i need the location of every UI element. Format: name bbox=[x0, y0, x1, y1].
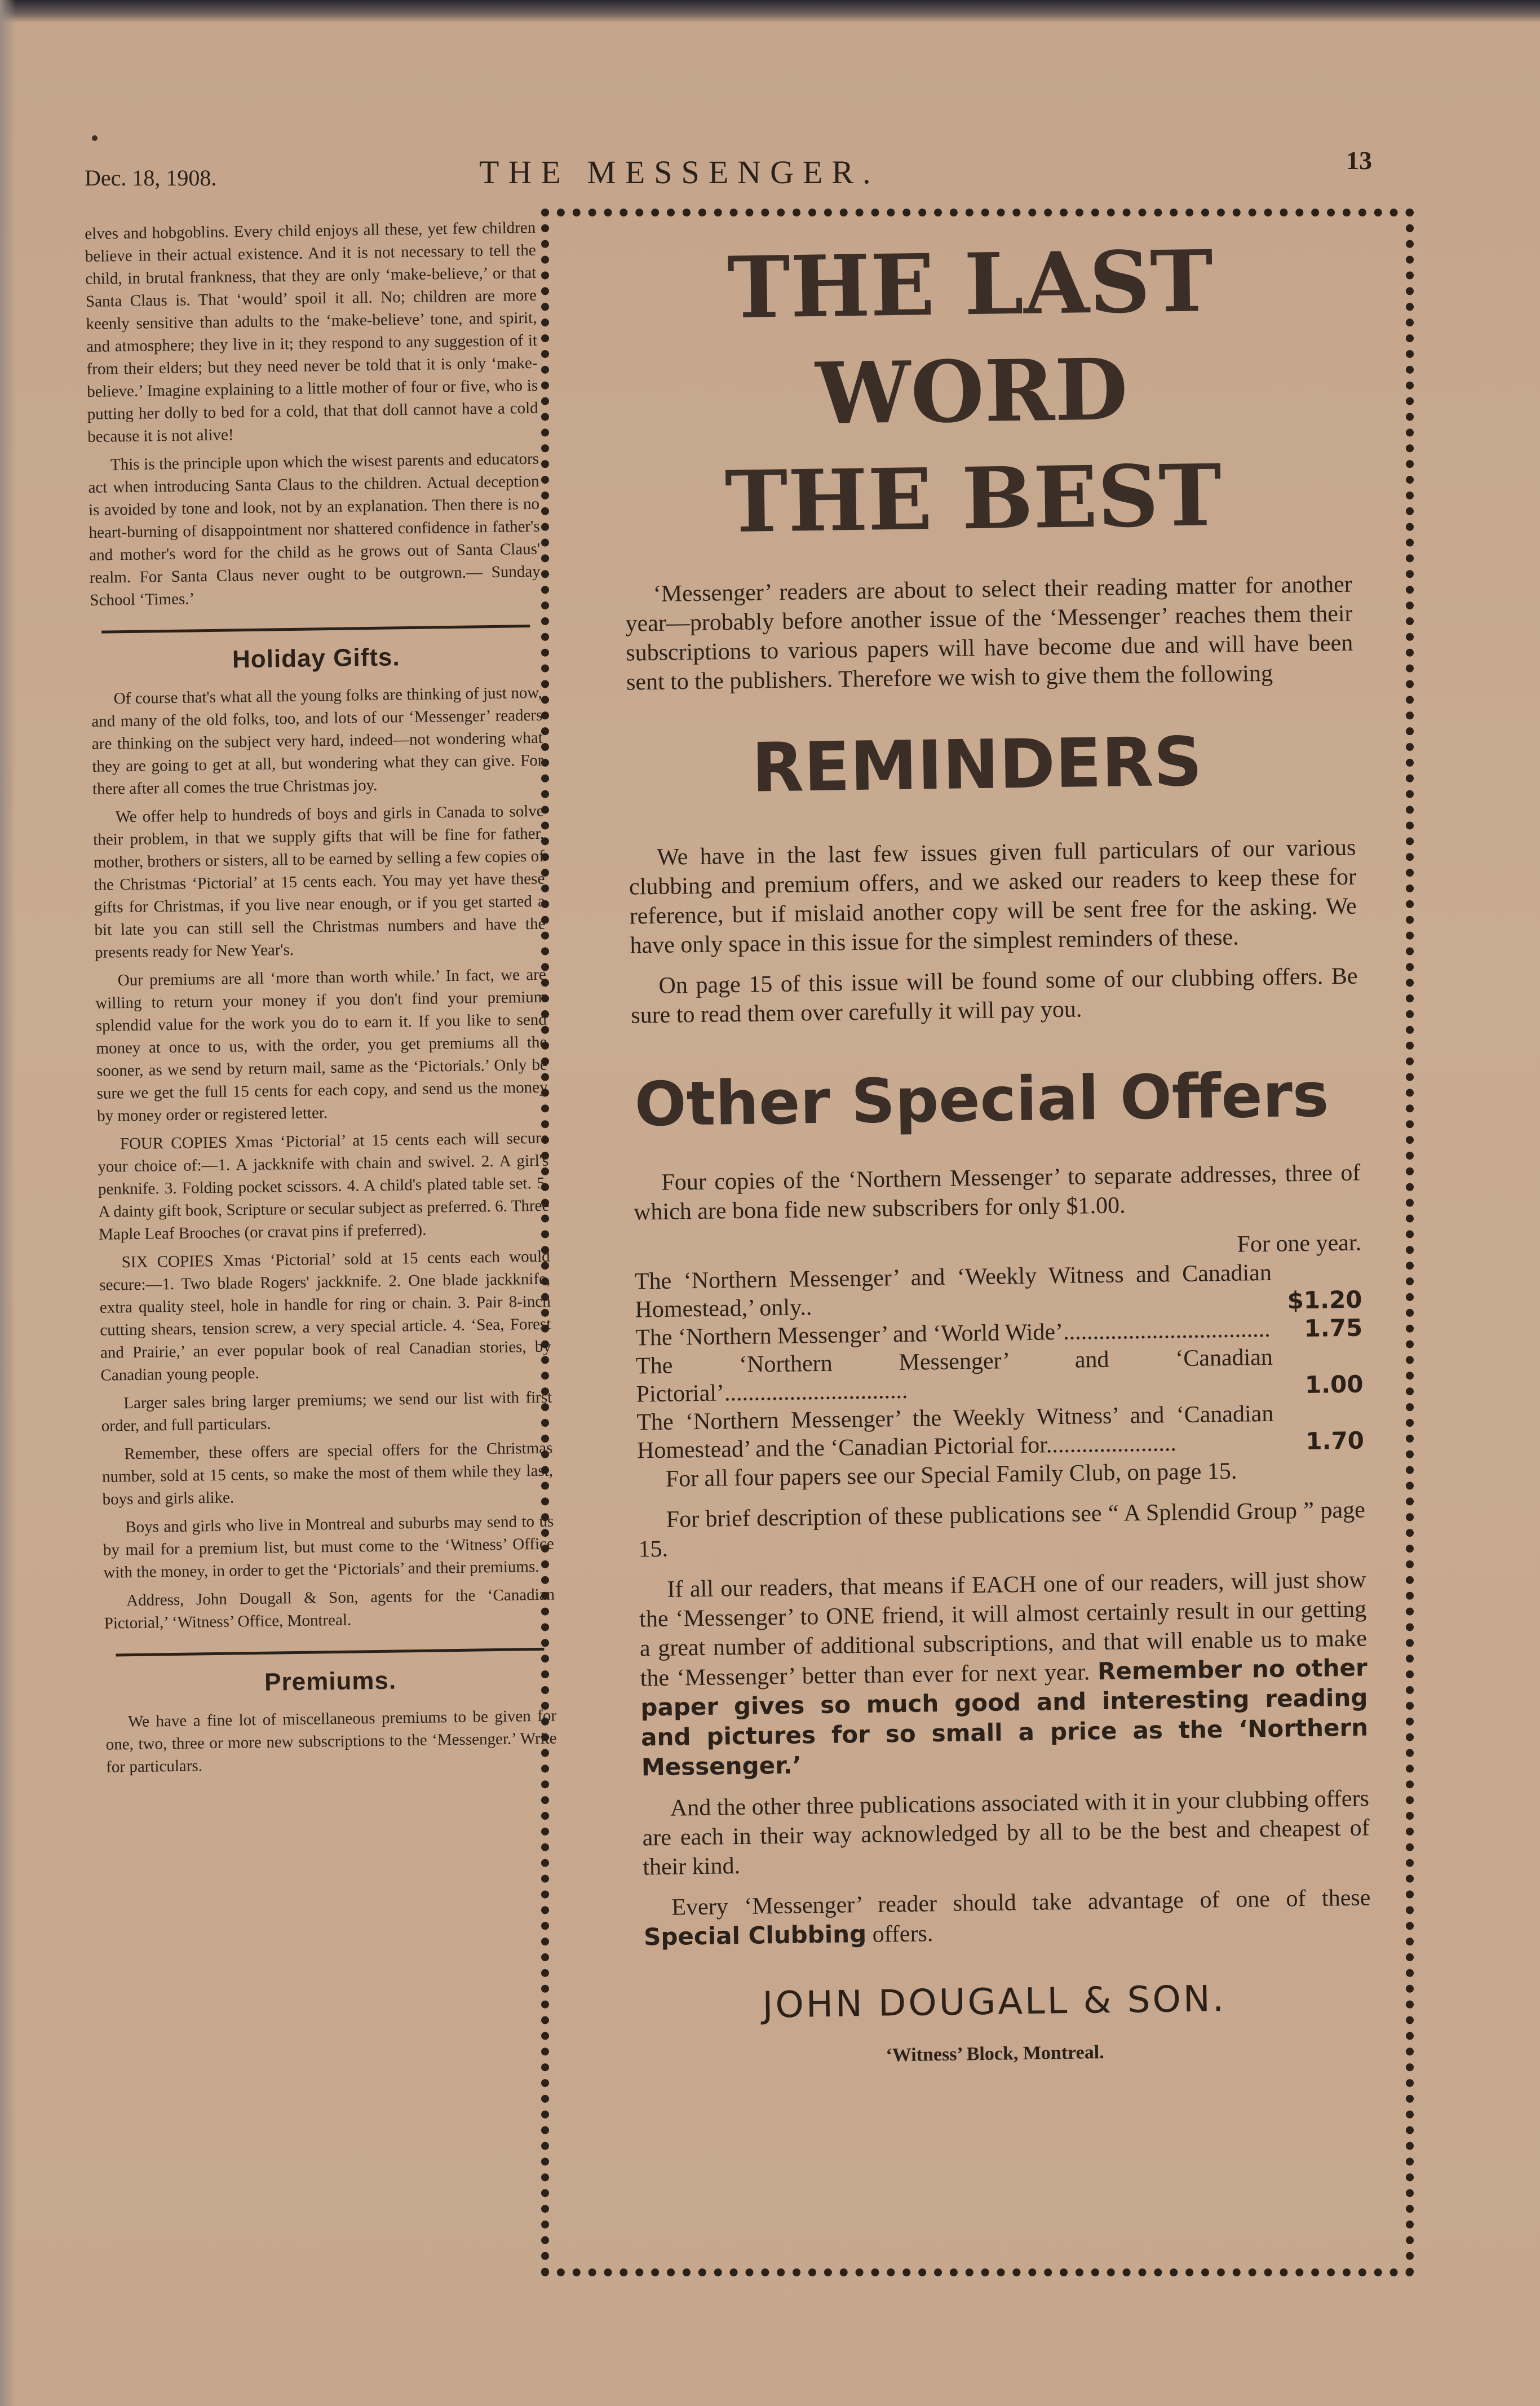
headline-the-best: THE BEST bbox=[724, 445, 1223, 552]
other-offers-heading: Other Special Offers bbox=[634, 1060, 1329, 1140]
for-one-year-label: For one year. bbox=[1237, 1229, 1362, 1258]
four-copies-offer: Four copies of the ‘Northern Messenger’ to separate addresses, three of which are bona fide new subscribers for only $1.00. bbox=[633, 1160, 1361, 1226]
premiums-paragraph: We have a fine lot of miscellaneous premiums to be given for one, two, three or more new subscriptions to the ‘Messenger.’ Write for particulars. bbox=[105, 1706, 557, 1776]
issue-date: Dec. 18, 1908. bbox=[85, 165, 217, 191]
offer-price: 1.75 bbox=[1304, 1313, 1363, 1342]
holiday-paragraph: Remember, these offers are special offers for the Christmas number, sold at 15 cents, so make the most of them while they last, boys and girls alike. bbox=[101, 1439, 554, 1509]
holiday-paragraph: Address, John Dougall & Son, agents for the ‘Canadian Pictorial,’ ‘Witness’ Office, Montreal. bbox=[104, 1585, 555, 1633]
remember-bold-text: Remember no other paper gives so much good and interesting reading and pictures for so small a price as the ‘Northern Messenger.’ bbox=[640, 1653, 1369, 1781]
intro-paragraph: ‘Messenger’ readers are about to select their reading matter for another year—probably before another issue of the ‘Messenger’ reaches them their subscriptions to various papers will have become due and will have been sent to the publishers. Therefore we wish to give them the following bbox=[625, 571, 1353, 696]
publisher-address: ‘Witness’ Block, Montreal. bbox=[886, 2042, 1104, 2066]
every-post-text: offers. bbox=[872, 1921, 933, 1948]
splendid-group-note: For brief description of these publications see “ A Splendid Group ” page 15. bbox=[638, 1497, 1365, 1563]
ink-dot bbox=[92, 135, 98, 141]
scan-edge-shadow bbox=[0, 0, 1540, 23]
holiday-paragraph: We offer help to hundreds of boys and girls in Canada to solve their problem, in that we supply gifts that will be fine for father, mother, brothers or sisters, all to be earned by selling a few copies of the Christmas ‘Pictorial’ at 15 cents each. You may yet have these gifts for Christmas, if you live near enough, or if you get started a bit late you can still sell the Christmas numbers and have the presents ready for New Year's. bbox=[93, 802, 546, 962]
masthead-title: THE MESSENGER. bbox=[479, 154, 880, 191]
offer-text: The ‘Northern Messenger’ and ‘World Wide’................................... bbox=[635, 1316, 1271, 1351]
holiday-paragraph: Boys and girls who live in Montreal and suburbs may send to us by mail for a premium list, but must come to the ‘Witness’ Office with the money, in order to get the ‘Pictorials’ and their premiums. bbox=[103, 1512, 555, 1582]
if-all-text: If all our readers, that means if EACH one of our readers, will just show the ‘Messenger’ to ONE friend, it will almost certainly result in our getting a great number of additional subscriptions, and that will enable us to make the ‘Messenger’ better than ever for next year. bbox=[639, 1567, 1368, 1692]
reminders-heading: REMINDERS bbox=[751, 723, 1203, 808]
advertisement-content bbox=[569, 225, 1395, 2071]
premiums-heading: Premiums. bbox=[264, 1666, 397, 1696]
publisher-signature: JOHN DOUGALL & SON. bbox=[762, 1978, 1227, 2027]
special-clubbing-bold: Special Clubbing bbox=[643, 1920, 867, 1951]
every-pre-text: Every ‘Messenger’ reader should take advantage of one of these bbox=[671, 1885, 1371, 1921]
family-club-note: For all four papers see our Special Family Club, on page 15. bbox=[665, 1458, 1237, 1492]
offer-text: The ‘Northern Messenger’ and ‘Weekly Witness and Canadian Homestead,’ only.. bbox=[634, 1259, 1272, 1323]
page-number: 13 bbox=[1346, 146, 1372, 175]
offer-row bbox=[635, 1258, 1362, 1324]
offer-text: The ‘Northern Messenger’ the Weekly Witness’ and ‘Canadian Homestead’ and the ‘Canadian Pictorial for...................... bbox=[636, 1400, 1274, 1464]
holiday-paragraph: Larger sales bring larger premiums; we send our list with first order, and full particulars. bbox=[101, 1388, 552, 1435]
holiday-gifts-heading: Holiday Gifts. bbox=[232, 643, 400, 674]
intro-paragraph-1: elves and hobgoblins. Every child enjoys all these, yet few children believe in their actual existence. And it is not necessary to tell the child, in brutal frankness, that they are only ‘make-believe,’ or that Santa Claus is. That ‘would’ spoil it all. No; children are more keenly sensitive than adults to the ‘make-believe’ tone, and spirit, and atmosphere; they live in it; they respond to any suggestion of it from their elders; but they need never be told that it is only ‘make-believe.’ Imagine explaining to a little mother of four or five, who is putting her dolly to bed for a cold, that that doll cannot have a cold because it is not alive! bbox=[85, 218, 538, 446]
reminder-paragraph: On page 15 of this issue will be found some of our clubbing offers. Be sure to read them over carefully it will pay you. bbox=[630, 963, 1358, 1029]
offer-text: The ‘Northern Messenger’ and ‘Canadian Pictorial’............................... bbox=[635, 1344, 1273, 1408]
holiday-paragraph: Our premiums are all ‘more than worth while.’ In fact, we are willing to return your money if you don't find your premium splendid value for the work you do to earn it. If you like to send money at once to us, with the order, you get premiums all the sooner, as we send by return mail, same as the ‘Pictorials.’ Only be sure we get the full 15 cents for each copy, and send us the money by money order or registered letter. bbox=[95, 965, 548, 1125]
holiday-paragraph: Of course that's what all the young folks are thinking of just now, and many of the old folks, too, and lots of our ‘Messenger’ readers are thinking on the subject very hard, indeed—not wondering what they are going to get at all, but wondering what they can give. For there after all comes the true Christmas joy. bbox=[91, 683, 543, 798]
section-divider bbox=[101, 625, 530, 634]
section-divider bbox=[116, 1648, 544, 1657]
holiday-paragraph: SIX COPIES Xmas ‘Pictorial’ sold at 15 cents each would secure:—1. Two blade Rogers' jackknife. 2. One blade jackknife, extra quality steel, hole in handle for ring or chain. 3. Pair 8-inch cutting shears, tension screw, a very special article. 4. ‘Sea, Forest and Prairie,’ an ever popular book of real Canadian stories, by Canadian young people. bbox=[99, 1247, 552, 1385]
intro-paragraph-2: This is the principle upon which the wisest parents and educators act when introducing Santa Claus to the children. Actual deception is avoided by tone and look, not by an explanation. Then there is no heart-burning of disappointment nor shattered confidence in father's and mother's word for the child as he grows out of Santa Claus' realm. For Santa Claus never ought to be outgrown.— Sunday School ‘Times.’ bbox=[88, 449, 541, 609]
if-all-readers-paragraph bbox=[639, 1565, 1369, 1783]
scan-left-shadow bbox=[0, 0, 16, 2406]
offer-row bbox=[636, 1342, 1364, 1409]
offer-row bbox=[636, 1399, 1364, 1465]
every-reader-paragraph bbox=[643, 1883, 1371, 1952]
headline-last-word: THE LAST WORD bbox=[727, 232, 1214, 444]
reminder-paragraph: We have in the last few issues given full particulars of our various clubbing and premium offers, and we asked our readers to keep these for reference, but if mislaid another copy will be sent free for the asking. We have only space in this issue for the simplest reminders of these. bbox=[629, 834, 1357, 959]
left-column bbox=[85, 216, 557, 1784]
offer-price: 1.00 bbox=[1304, 1370, 1364, 1399]
offer-price: 1.70 bbox=[1305, 1426, 1365, 1455]
holiday-paragraph: FOUR COPIES Xmas ‘Pictorial’ at 15 cents each will secure your choice of:—1. A jackknife with chain and swivel. 2. A girl's penknife. 3. Folding pocket scissors. 4. A child's plated table set. 5. A dainty gift book, Scripture or secular subject as preferred. 6. Three Maple Leaf Brooches (or cravat pins if preferred). bbox=[98, 1129, 550, 1244]
offer-price: $1.20 bbox=[1287, 1285, 1362, 1315]
and-other-paragraph: And the other three publications associated with it in your clubbing offers are each in their way acknowledged by all to be the best and cheapest of their kind. bbox=[642, 1785, 1370, 1881]
